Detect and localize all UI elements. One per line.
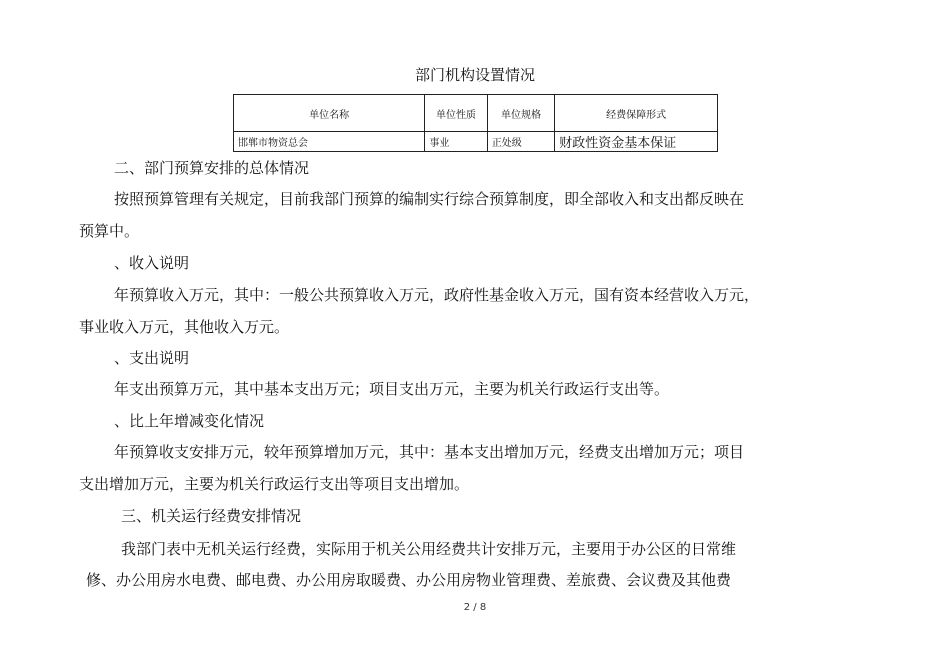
header-unit-name: 单位名称 — [234, 95, 425, 132]
paragraph-line: 预算中。 — [79, 222, 140, 240]
subheading-income: 、收入说明 — [114, 254, 190, 272]
header-funding-form: 经费保障形式 — [555, 95, 718, 132]
paragraph-line: 年预算收支安排万元，较年预算增加万元，其中：基本支出增加万元，经费支出增加万元；项目 — [114, 443, 745, 461]
page-number: 2 / 8 — [463, 602, 487, 613]
section-heading-operating-funds: 三、机关运行经费安排情况 — [121, 507, 302, 525]
paragraph-line: 修、办公用房水电费、邮电费、办公用房取暖费、办公用房物业管理费、差旅费、会议费及其他费 — [86, 571, 732, 589]
table-title: 部门机构设置情况 — [414, 66, 535, 84]
subheading-change: 、比上年增减变化情况 — [114, 412, 265, 430]
cell-funding-form: 财政性资金基本保证 — [555, 132, 718, 152]
cell-unit-name: 邯郸市物资总会 — [234, 132, 425, 152]
header-unit-nature: 单位性质 — [425, 95, 487, 132]
paragraph-line: 按照预算管理有关规定，目前我部门预算的编制实行综合预算制度，即全部收入和支出都反映在 — [114, 190, 745, 208]
paragraph-line: 年支出预算万元，其中基本支出万元；项目支出万元，主要为机关行政运行支出等。 — [114, 380, 670, 398]
cell-unit-nature: 事业 — [425, 132, 487, 152]
section-heading-overall: 二、部门预算安排的总体情况 — [114, 159, 310, 177]
table-header-row — [234, 95, 718, 132]
paragraph-line: 事业收入万元，其他收入万元。 — [79, 318, 290, 336]
header-unit-level: 单位规格 — [487, 95, 555, 132]
cell-unit-level: 正处级 — [487, 132, 555, 152]
org-setup-table — [233, 94, 718, 152]
table-row — [234, 132, 718, 152]
paragraph-line: 我部门表中无机关运行经费，实际用于机关公用经费共计安排万元，主要用于办公区的日常维 — [121, 540, 737, 558]
paragraph-line: 年预算收入万元，其中：一般公共预算收入万元，政府性基金收入万元，国有资本经营收入万元， — [114, 286, 760, 304]
paragraph-line: 支出增加万元，主要为机关行政运行支出等项目支出增加。 — [79, 475, 470, 493]
subheading-expense: 、支出说明 — [114, 349, 190, 367]
